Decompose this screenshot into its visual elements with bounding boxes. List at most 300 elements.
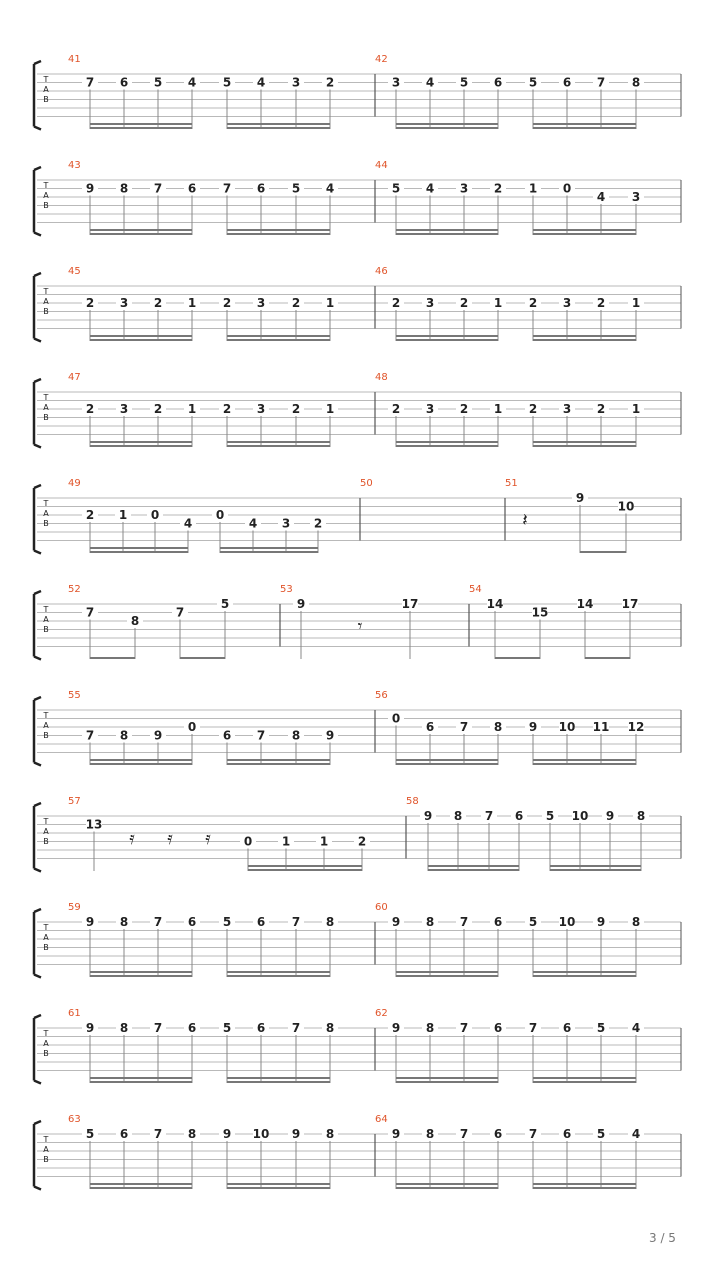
fret-number: 6 <box>187 1021 197 1035</box>
beam <box>396 1183 498 1185</box>
tab-clef-letter: A <box>43 509 49 518</box>
tab-clef-letter: T <box>43 75 49 84</box>
fret-number: 7 <box>153 181 163 196</box>
fret-number: 2 <box>85 296 95 310</box>
beam <box>90 657 135 659</box>
beam <box>533 229 636 231</box>
system-bracket <box>34 591 41 660</box>
system-bracket <box>34 697 41 766</box>
beam <box>533 971 636 973</box>
beam <box>533 1183 636 1185</box>
tab-clef-letter: T <box>43 499 49 508</box>
beam <box>90 233 192 235</box>
fret-number: 7 <box>528 1127 538 1141</box>
fret-number: 8 <box>325 915 335 929</box>
beam <box>227 1183 330 1185</box>
beam <box>428 865 519 867</box>
beam <box>396 763 498 765</box>
measure-number: 60 <box>375 902 388 913</box>
fret-number: 1 <box>493 402 503 416</box>
fret-number: 8 <box>187 1127 197 1141</box>
fret-number: 9 <box>85 1021 95 1035</box>
tab-clef-letter: A <box>43 1039 49 1048</box>
beam <box>248 865 362 867</box>
tab-system <box>34 690 681 766</box>
fret-number: 5 <box>153 75 163 90</box>
tab-clef-letter: T <box>43 923 49 932</box>
fret-number: 7 <box>256 728 266 743</box>
tab-clef-letter: T <box>43 287 49 296</box>
fret-number: 8 <box>425 915 435 929</box>
fret-number: 3 <box>459 181 469 196</box>
fret-number: 9 <box>596 915 606 929</box>
beam <box>533 759 636 761</box>
fret-number: 3 <box>291 75 301 90</box>
fret-number: 5 <box>391 181 401 196</box>
fret-number: 7 <box>459 1021 469 1035</box>
fret-number: 9 <box>528 720 538 734</box>
fret-number: 2 <box>459 402 469 416</box>
fret-number: 4 <box>631 1021 641 1035</box>
measure-number: 52 <box>68 584 81 595</box>
beam <box>428 869 519 871</box>
fret-number: 5 <box>528 915 538 929</box>
fret-number: 5 <box>596 1021 606 1035</box>
rest-symbol: 𝄿 <box>205 828 211 849</box>
fret-number: 9 <box>605 809 615 823</box>
fret-number: 1 <box>187 402 197 416</box>
beam <box>220 551 318 553</box>
beam <box>533 975 636 977</box>
beam <box>396 445 498 447</box>
beam <box>227 123 330 125</box>
fret-number: 17 <box>401 597 419 611</box>
tab-system <box>34 584 681 660</box>
fret-number: 8 <box>631 915 641 929</box>
fret-number: 8 <box>425 1127 435 1141</box>
beam <box>227 1187 330 1189</box>
fret-number: 3 <box>562 402 572 416</box>
fret-number: 1 <box>631 296 641 310</box>
tab-system <box>34 1008 681 1084</box>
fret-number: 3 <box>631 190 641 204</box>
beam <box>227 759 330 761</box>
measure-number: 46 <box>375 266 388 277</box>
tab-clef-letter: A <box>43 827 49 836</box>
beam <box>90 1077 192 1079</box>
beam <box>396 127 498 129</box>
tab-clef-letter: T <box>43 817 49 826</box>
beam <box>396 971 498 973</box>
measure-number: 59 <box>68 902 81 913</box>
fret-number: 4 <box>325 181 335 196</box>
tab-clef-letter: T <box>43 1135 49 1144</box>
fret-number: 7 <box>85 728 95 743</box>
tab-system <box>34 372 681 448</box>
beam <box>533 763 636 765</box>
tab-clef-letter: A <box>43 403 49 412</box>
fret-number: 2 <box>291 402 301 416</box>
beam <box>396 1187 498 1189</box>
measure-number: 61 <box>68 1008 81 1019</box>
fret-number: 7 <box>484 809 494 823</box>
measure-number: 45 <box>68 266 81 277</box>
fret-number: 8 <box>325 1021 335 1035</box>
fret-number: 5 <box>85 1127 95 1141</box>
fret-number: 6 <box>514 809 524 823</box>
beam <box>90 229 192 231</box>
measure-number: 54 <box>469 584 482 595</box>
fret-number: 2 <box>357 834 367 849</box>
tab-clef-letter: A <box>43 721 49 730</box>
fret-number: 9 <box>325 728 335 743</box>
tab-clef-letter: A <box>43 1145 49 1154</box>
fret-number: 3 <box>425 402 435 416</box>
fret-number: 9 <box>391 1021 401 1035</box>
fret-number: 8 <box>493 720 503 734</box>
beam <box>90 127 192 129</box>
fret-number: 0 <box>562 181 572 196</box>
fret-number: 3 <box>256 402 266 416</box>
beam <box>533 1187 636 1189</box>
tab-clef-letter: B <box>43 201 49 210</box>
tab-clef-letter: B <box>43 519 49 528</box>
beam <box>90 441 192 443</box>
beam <box>533 445 636 447</box>
tab-clef-letter: A <box>43 297 49 306</box>
beam <box>90 1187 192 1189</box>
rest-symbol: 𝄿 <box>129 828 135 849</box>
fret-number: 8 <box>453 809 463 823</box>
fret-number: 9 <box>296 597 306 611</box>
fret-number: 8 <box>631 75 641 90</box>
fret-number: 0 <box>391 711 401 726</box>
system-bracket <box>34 61 41 130</box>
beam <box>396 759 498 761</box>
fret-number: 2 <box>313 516 323 531</box>
tab-clef-letter: A <box>43 615 49 624</box>
fret-number: 8 <box>119 181 129 196</box>
tab-clef-letter: B <box>43 625 49 634</box>
fret-number: 5 <box>545 809 555 823</box>
fret-number: 7 <box>153 1127 163 1141</box>
fret-number: 0 <box>187 720 197 734</box>
fret-number: 9 <box>85 181 95 196</box>
tab-system <box>34 478 681 554</box>
fret-number: 1 <box>187 296 197 310</box>
beam <box>227 971 330 973</box>
tab-clef-letter: B <box>43 1155 49 1164</box>
fret-number: 0 <box>150 508 160 522</box>
fret-number: 9 <box>291 1127 301 1141</box>
measure-number: 63 <box>68 1114 81 1125</box>
measure-number: 50 <box>360 478 373 489</box>
fret-number: 8 <box>425 1021 435 1035</box>
fret-number: 3 <box>119 402 129 416</box>
fret-number: 5 <box>222 1021 232 1035</box>
measure-number: 43 <box>68 160 81 171</box>
fret-number: 9 <box>391 915 401 929</box>
fret-number: 8 <box>119 915 129 929</box>
fret-number: 8 <box>325 1127 335 1141</box>
measure-number: 58 <box>406 796 419 807</box>
tab-clef-letter: A <box>43 191 49 200</box>
beam <box>396 1081 498 1083</box>
beam <box>90 763 192 765</box>
fret-number: 8 <box>119 728 129 743</box>
beam <box>396 233 498 235</box>
fret-number: 2 <box>391 402 401 416</box>
beam <box>533 335 636 337</box>
tab-clef-letter: B <box>43 307 49 316</box>
fret-number: 9 <box>423 809 433 823</box>
fret-number: 10 <box>571 809 589 823</box>
beam <box>580 551 626 553</box>
tab-clef-letter: B <box>43 95 49 104</box>
beam <box>90 1183 192 1185</box>
fret-number: 13 <box>85 817 103 832</box>
beam <box>227 445 330 447</box>
tab-system <box>34 266 681 342</box>
fret-number: 5 <box>459 75 469 90</box>
fret-number: 1 <box>631 402 641 416</box>
measure-number: 51 <box>505 478 518 489</box>
fret-number: 5 <box>222 75 232 90</box>
system-bracket <box>34 1121 41 1190</box>
beam <box>90 759 192 761</box>
fret-number: 4 <box>425 75 435 90</box>
fret-number: 5 <box>222 915 232 929</box>
fret-number: 7 <box>459 1127 469 1141</box>
system-bracket <box>34 167 41 236</box>
fret-number: 6 <box>562 1127 572 1141</box>
fret-number: 8 <box>291 728 301 743</box>
tab-clef-letter: A <box>43 933 49 942</box>
tab-clef-letter: T <box>43 605 49 614</box>
tab-clef-letter: B <box>43 413 49 422</box>
fret-number: 9 <box>222 1127 232 1141</box>
beam <box>533 127 636 129</box>
system-bracket <box>34 909 41 978</box>
beam <box>533 1077 636 1079</box>
fret-number: 2 <box>325 75 335 90</box>
measure-number: 55 <box>68 690 81 701</box>
fret-number: 3 <box>256 296 266 310</box>
fret-number: 2 <box>153 402 163 416</box>
fret-number: 7 <box>222 181 232 196</box>
beam <box>396 335 498 337</box>
beam <box>90 335 192 337</box>
tab-system <box>34 902 681 978</box>
fret-number: 9 <box>85 915 95 929</box>
beam <box>396 1077 498 1079</box>
fret-number: 5 <box>596 1127 606 1141</box>
fret-number: 6 <box>493 1021 503 1035</box>
fret-number: 6 <box>493 75 503 90</box>
fret-number: 0 <box>215 508 225 522</box>
fret-number: 6 <box>222 728 232 743</box>
beam <box>227 335 330 337</box>
beam <box>90 547 188 549</box>
fret-number: 2 <box>222 296 232 310</box>
fret-number: 1 <box>528 181 538 196</box>
measure-number: 53 <box>280 584 293 595</box>
beam <box>585 657 630 659</box>
tab-clef-letter: B <box>43 731 49 740</box>
beam <box>227 339 330 341</box>
measure-number: 49 <box>68 478 81 489</box>
measure-number: 57 <box>68 796 81 807</box>
system-bracket <box>34 485 41 554</box>
tab-clef-letter: A <box>43 85 49 94</box>
beam <box>533 441 636 443</box>
beam <box>180 657 225 659</box>
fret-number: 2 <box>291 296 301 310</box>
fret-number: 5 <box>291 181 301 196</box>
tab-system <box>34 796 681 872</box>
fret-number: 1 <box>325 402 335 416</box>
fret-number: 3 <box>391 75 401 90</box>
beam <box>550 869 641 871</box>
beam <box>90 971 192 973</box>
fret-number: 2 <box>528 402 538 416</box>
fret-number: 4 <box>183 516 193 531</box>
tab-clef-letter: T <box>43 393 49 402</box>
measure-number: 56 <box>375 690 388 701</box>
fret-number: 1 <box>319 834 329 849</box>
measure-number: 42 <box>375 54 388 65</box>
fret-number: 7 <box>175 605 185 620</box>
fret-number: 3 <box>281 516 291 531</box>
tab-clef-letter: T <box>43 181 49 190</box>
fret-number: 17 <box>621 597 639 611</box>
beam <box>550 865 641 867</box>
fret-number: 2 <box>596 296 606 310</box>
fret-number: 2 <box>528 296 538 310</box>
tab-clef-letter: T <box>43 1029 49 1038</box>
fret-number: 7 <box>291 915 301 929</box>
fret-number: 4 <box>187 75 197 90</box>
fret-number: 10 <box>558 720 576 734</box>
tab-clef-letter: B <box>43 837 49 846</box>
system-bracket <box>34 273 41 342</box>
system-bracket <box>34 379 41 448</box>
fret-number: 4 <box>256 75 266 90</box>
beam <box>227 1077 330 1079</box>
fret-number: 2 <box>85 508 95 522</box>
fret-number: 6 <box>562 1021 572 1035</box>
fret-number: 7 <box>459 720 469 734</box>
beam <box>533 233 636 235</box>
rest-symbol: 𝄽 <box>522 510 528 531</box>
fret-number: 1 <box>493 296 503 310</box>
fret-number: 14 <box>576 597 594 611</box>
tab-clef-letter: T <box>43 711 49 720</box>
fret-number: 6 <box>425 720 435 734</box>
beam <box>227 127 330 129</box>
beam <box>220 547 318 549</box>
tab-system <box>34 54 681 130</box>
beam <box>90 551 188 553</box>
fret-number: 7 <box>153 915 163 929</box>
beam <box>227 1081 330 1083</box>
fret-number: 6 <box>256 1021 266 1035</box>
beam <box>227 233 330 235</box>
fret-number: 4 <box>248 516 258 531</box>
rest-symbol: 𝄾 <box>357 616 363 637</box>
fret-number: 3 <box>562 296 572 310</box>
beam <box>495 657 540 659</box>
fret-number: 7 <box>596 75 606 90</box>
beam <box>90 1081 192 1083</box>
fret-number: 2 <box>596 402 606 416</box>
fret-number: 8 <box>119 1021 129 1035</box>
fret-number: 11 <box>592 720 610 734</box>
measure-number: 64 <box>375 1114 388 1125</box>
beam <box>533 339 636 341</box>
fret-number: 5 <box>528 75 538 90</box>
beam <box>227 441 330 443</box>
fret-number: 2 <box>493 181 503 196</box>
beam <box>533 1081 636 1083</box>
beam <box>227 229 330 231</box>
tab-clef-letter: B <box>43 943 49 952</box>
fret-number: 1 <box>325 296 335 310</box>
measure-number: 62 <box>375 1008 388 1019</box>
measure-number: 48 <box>375 372 388 383</box>
fret-number: 1 <box>118 508 128 522</box>
fret-number: 3 <box>425 296 435 310</box>
tab-clef-letter: B <box>43 1049 49 1058</box>
rest-symbol: 𝄿 <box>167 828 173 849</box>
fret-number: 7 <box>291 1021 301 1035</box>
fret-number: 5 <box>220 597 230 611</box>
measure-number: 44 <box>375 160 388 171</box>
fret-number: 1 <box>281 834 291 849</box>
fret-number: 7 <box>459 915 469 929</box>
beam <box>396 123 498 125</box>
fret-number: 2 <box>85 402 95 416</box>
beam <box>90 123 192 125</box>
fret-number: 10 <box>252 1127 270 1141</box>
tab-system <box>34 1114 681 1190</box>
beam <box>248 869 362 871</box>
fret-number: 14 <box>486 597 504 611</box>
system-bracket <box>34 803 41 872</box>
system-bracket <box>34 1015 41 1084</box>
fret-number: 8 <box>636 809 646 823</box>
fret-number: 6 <box>562 75 572 90</box>
fret-number: 6 <box>187 915 197 929</box>
fret-number: 7 <box>528 1021 538 1035</box>
measure-number: 41 <box>68 54 81 65</box>
beam <box>533 123 636 125</box>
fret-number: 9 <box>153 728 163 743</box>
fret-number: 9 <box>391 1127 401 1141</box>
beam <box>396 229 498 231</box>
beam <box>396 441 498 443</box>
fret-number: 7 <box>85 75 95 90</box>
fret-number: 10 <box>617 499 635 514</box>
fret-number: 6 <box>256 915 266 929</box>
fret-number: 2 <box>459 296 469 310</box>
fret-number: 6 <box>119 75 129 90</box>
fret-number: 2 <box>391 296 401 310</box>
fret-number: 6 <box>493 915 503 929</box>
fret-number: 7 <box>85 605 95 620</box>
fret-number: 2 <box>153 296 163 310</box>
beam <box>396 339 498 341</box>
